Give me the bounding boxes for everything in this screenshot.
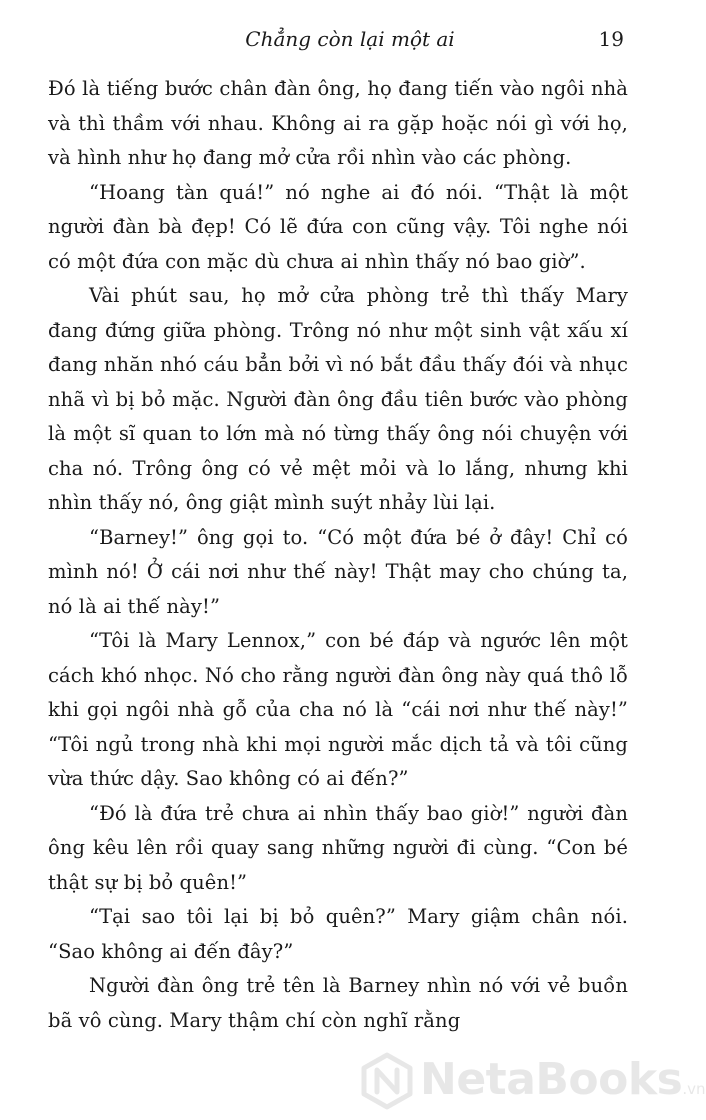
netabooks-logo-icon [358,1052,416,1110]
paragraph: Người đàn ông trẻ tên là Barney nhìn nó với vẻ buồn bã vô cùng. Mary thậm chí còn nghĩ rằng [48,974,628,1032]
watermark-brand-name: NetaBooks [420,1054,683,1105]
paragraph: “Barney!” ông gọi to. “Có một đứa bé ở đây! Chỉ có mình nó! Ở cái nơi như thế này! Thật may cho chúng ta, nó là ai thế này!” [48,525,628,618]
page-number: 19 [598,27,624,51]
page-header [0,22,700,56]
body-text [48,72,628,1038]
watermark [358,1050,706,1112]
paragraph: “Tôi là Mary Lennox,” con bé đáp và ngước lên một cách khó nhọc. Nó cho rằng người đàn ông này quá thô lỗ khi gọi ngôi nhà gỗ của cha nó là “cái nơi như thế này!” “Tôi ngủ trong nhà khi mọi người mắc dịch tả và tôi cũng vừa thức dậy. Sao không có ai đến?” [48,629,628,790]
watermark-brand-suffix: .vn [682,1080,706,1098]
paragraph: “Tại sao tôi lại bị bỏ quên?” Mary giậm chân nói. “Sao không ai đến đây?” [48,905,628,963]
running-title: Chẳng còn lại một ai [245,27,455,51]
paragraph: “Hoang tàn quá!” nó nghe ai đó nói. “Thật là một người đàn bà đẹp! Có lẽ đứa con cũng vậy. Tôi nghe nói có một đứa con mặc dù chưa ai nhìn thấy nó bao giờ”. [48,180,628,273]
watermark-brand [420,1054,706,1115]
paragraph: Vài phút sau, họ mở cửa phòng trẻ thì thấy Mary đang đứng giữa phòng. Trông nó như một sinh vật xấu xí đang nhăn nhó cáu bẳn bởi vì nó bắt đầu thấy đói và nhục nhã vì bị bỏ mặc. Người đàn ông đầu tiên bước vào phòng là một sĩ quan to lớn mà nó từng thấy ông nói chuyện với cha nó. Trông ông có vẻ mệt mỏi và lo lắng, nhưng khi nhìn thấy nó, ông giật mình suýt nhảy lùi lại. [48,284,628,514]
paragraph: “Đó là đứa trẻ chưa ai nhìn thấy bao giờ!” người đàn ông kêu lên rồi quay sang những người đi cùng. “Con bé thật sự bị bỏ quên!” [48,801,628,894]
paragraph: Đó là tiếng bước chân đàn ông, họ đang tiến vào ngôi nhà và thì thầm với nhau. Không ai ra gặp hoặc nói gì với họ, và hình như họ đang mở cửa rồi nhìn vào các phòng. [48,77,628,169]
